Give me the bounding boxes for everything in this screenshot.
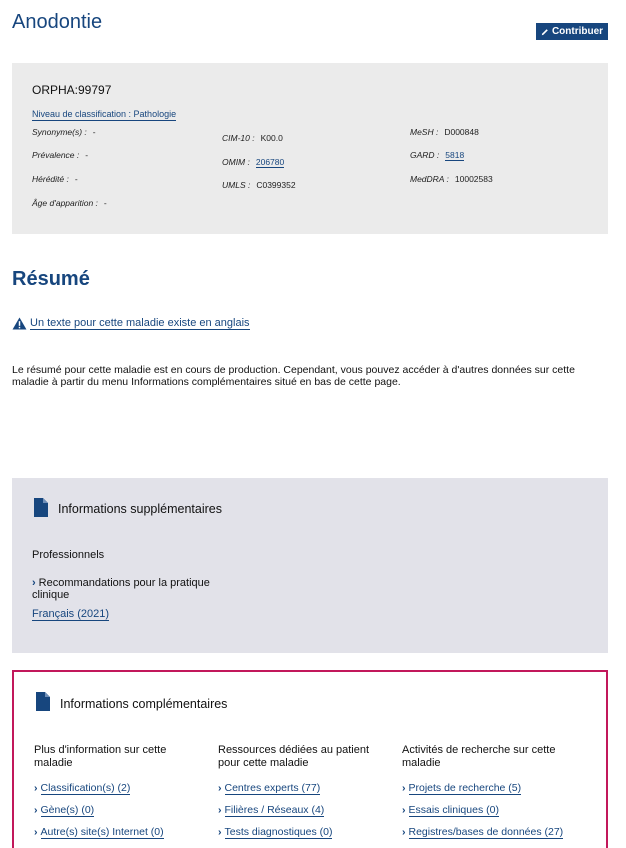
mesh-field	[410, 127, 479, 137]
synonyms-label: Synonyme(s) :	[32, 127, 87, 137]
gard-label: GARD :	[410, 150, 440, 160]
heredity-value: -	[74, 174, 78, 184]
omim-label: OMIM :	[222, 157, 250, 167]
umls-label: UMLS :	[222, 180, 251, 190]
synonyms-value: -	[92, 127, 96, 137]
recommendation-label: Recommandations pour la pratique clinique	[32, 577, 210, 601]
warning-icon	[12, 317, 27, 330]
document-icon	[34, 498, 48, 517]
document-icon	[36, 692, 50, 711]
prevalence-field	[32, 150, 88, 160]
cim10-field	[222, 133, 283, 143]
prevalence-label: Prévalence :	[32, 150, 80, 160]
classification-level-link[interactable]: Niveau de classification : Pathologie	[32, 109, 177, 119]
pencil-icon	[541, 28, 549, 36]
disease-info-box	[12, 63, 608, 234]
french-2021-link[interactable]: Français (2021)	[32, 608, 110, 620]
patient-resources-heading: Ressources dédiées au patient pour cette maladie	[218, 744, 370, 769]
onset-label: Âge d'apparition :	[32, 198, 98, 208]
recommendation-item[interactable]	[32, 577, 232, 601]
meddra-value: 10002583	[454, 174, 493, 184]
meddra-field	[410, 174, 493, 184]
chevron-right-icon: ›	[34, 782, 38, 794]
heredity-label: Hérédité :	[32, 174, 69, 184]
genes-link[interactable]: › Gène(s) (0)	[34, 804, 95, 816]
umls-value: C0399352	[256, 180, 296, 190]
contribute-label: Contribuer	[551, 26, 604, 37]
gard-field	[410, 150, 464, 160]
classifications-link[interactable]: › Classification(s) (2)	[34, 782, 131, 794]
chevron-right-icon: ›	[218, 804, 222, 816]
mesh-value: D000848	[444, 127, 479, 137]
more-info-heading: Plus d'information sur cette maladie	[34, 744, 167, 769]
complementary-title: Informations complémentaires	[60, 697, 228, 711]
research-column	[402, 744, 572, 848]
cim10-value: K00.0	[260, 133, 283, 143]
chevron-right-icon: ›	[34, 826, 38, 838]
chevron-right-icon: ›	[218, 826, 222, 838]
chevron-right-icon: ›	[402, 804, 406, 816]
research-heading: Activités de recherche sur cette maladie	[402, 744, 556, 769]
patient-resources-column	[218, 744, 388, 848]
supplementary-title: Informations supplémentaires	[58, 502, 222, 516]
chevron-right-icon: ›	[32, 577, 36, 589]
summary-title: Résumé	[12, 268, 90, 290]
heredity-field	[32, 174, 78, 184]
professionals-heading: Professionnels	[32, 549, 105, 561]
synonyms-field	[32, 127, 96, 137]
diagnostic-tests-link[interactable]: › Tests diagnostiques (0)	[218, 826, 333, 838]
onset-value: -	[103, 198, 107, 208]
omim-field	[222, 157, 284, 167]
onset-field	[32, 198, 107, 208]
gard-link[interactable]: 5818	[445, 150, 465, 160]
summary-text: Le résumé pour cette maladie est en cours de production. Cependant, vous pouvez accéder à d'autres données sur cette maladie à partir du menu Informations complémentaires situé en bas de cette page.	[12, 364, 575, 388]
prevalence-value: -	[85, 150, 89, 160]
meddra-label: MedDRA :	[410, 174, 449, 184]
registries-link[interactable]: › Registres/bases de données (27)	[402, 826, 564, 838]
english-text-link[interactable]	[12, 317, 250, 330]
complementary-info-box	[12, 670, 608, 848]
chevron-right-icon: ›	[402, 782, 406, 794]
orpha-code: ORPHA:99797	[32, 83, 112, 97]
english-text-label: Un texte pour cette maladie existe en anglais	[30, 317, 250, 329]
chevron-right-icon: ›	[402, 826, 406, 838]
clinical-trials-link[interactable]: › Essais cliniques (0)	[402, 804, 499, 816]
networks-link[interactable]: › Filières / Réseaux (4)	[218, 804, 325, 816]
umls-field	[222, 180, 296, 190]
omim-link[interactable]: 206780	[255, 157, 285, 167]
contribute-button[interactable]	[536, 23, 608, 40]
research-projects-link[interactable]: › Projets de recherche (5)	[402, 782, 522, 794]
mesh-label: MeSH :	[410, 127, 439, 137]
chevron-right-icon: ›	[218, 782, 222, 794]
cim10-label: CIM-10 :	[222, 133, 255, 143]
more-info-column	[34, 744, 204, 848]
supplementary-info-box	[12, 478, 608, 653]
expert-centres-link[interactable]: › Centres experts (77)	[218, 782, 321, 794]
chevron-right-icon: ›	[34, 804, 38, 816]
other-websites-link[interactable]: › Autre(s) site(s) Internet (0)	[34, 826, 164, 838]
page-title: Anodontie	[12, 11, 103, 33]
